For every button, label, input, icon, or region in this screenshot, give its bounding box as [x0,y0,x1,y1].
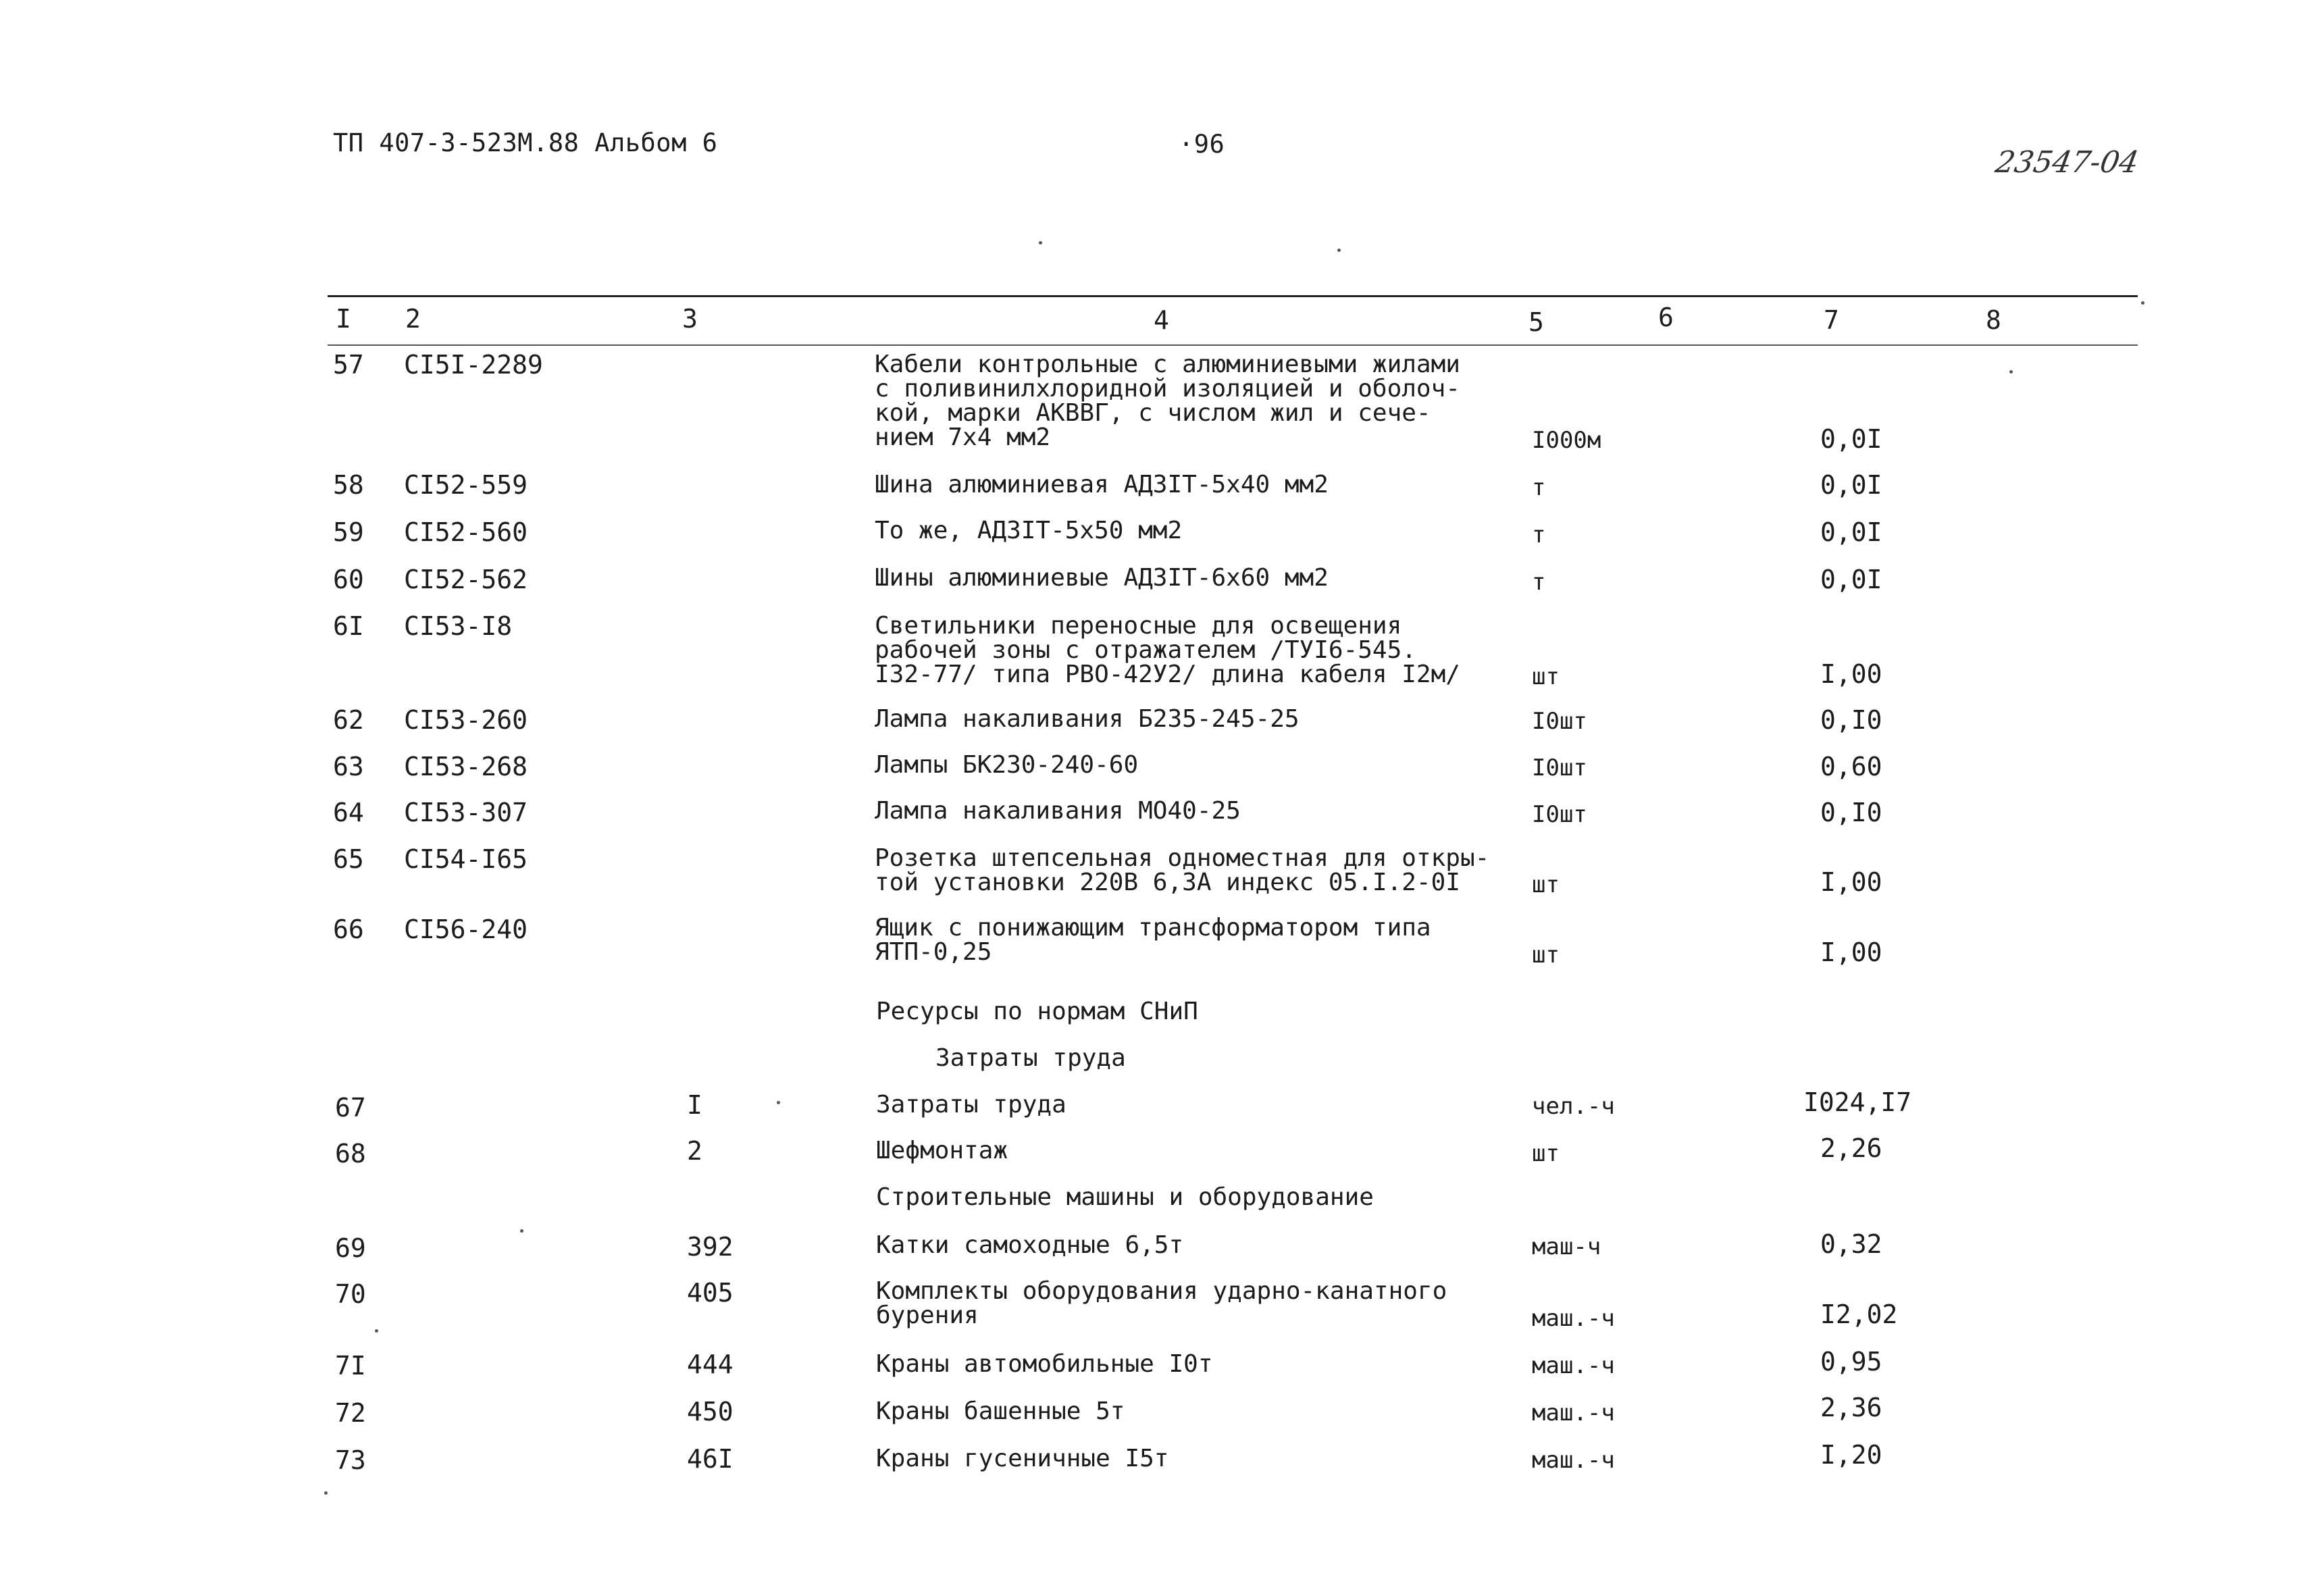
resource-description: Светильники переносные для освещения рабочей зоны с отражателем /ТУI6-545. I32-77/ типа РВО-42У2/ длина кабеля I2м/ [875,612,1460,688]
resource-code: CI53-I8 [404,611,513,641]
resource-description: Розетка штепсельная одноместная для откры- той установки 220В 6,3А индекс 05.I.2-0I [875,844,1490,896]
quantity: I,00 [1820,937,1882,967]
norm-reference: 46I [687,1444,734,1474]
row-number: 67 [335,1093,366,1123]
resource-code: CI52-559 [404,470,528,500]
resource-code: CI52-562 [404,565,528,594]
unit: чел.-ч [1532,1093,1615,1120]
row-number: 69 [335,1233,366,1263]
unit: шт [1532,942,1560,969]
resource-description: Шефмонтаж [876,1137,1008,1164]
unit: шт [1532,1140,1560,1167]
resource-description: Краны гусеничные I5т [876,1445,1169,1472]
unit: шт [1532,871,1560,898]
unit: маш.-ч [1532,1305,1615,1332]
resource-code: CI56-240 [404,915,528,944]
quantity: 0,0I [1820,565,1882,594]
unit: т [1532,569,1546,596]
quantity: 0,95 [1820,1347,1882,1376]
resource-description: Кабели контрольные с алюминиевыми жилами с поливинилхлоридной изоляцией и оболоч- кой, марки АКВВГ, с числом жил и сече- нием 7х4 мм2 [875,351,1460,451]
resource-code: CI52-560 [404,517,528,547]
table-header-rule [328,344,2138,346]
resource-code: CI53-307 [404,798,528,827]
resource-description: Шины алюминиевые АДЗIТ-6х60 мм2 [875,564,1329,592]
norm-reference: 405 [687,1278,734,1308]
resource-description: Ящик с понижающим трансформатором типа ЯТП-0,25 [875,914,1431,966]
quantity: I,00 [1820,867,1882,897]
scan-speck [777,1101,780,1104]
unit: I0шт [1532,708,1587,735]
scan-speck [375,1329,378,1333]
quantity: I,20 [1820,1440,1882,1470]
unit: шт [1532,663,1560,690]
resource-description: Краны автомобильные I0т [876,1350,1213,1378]
quantity: I,00 [1820,659,1882,689]
scan-speck [2009,370,2013,374]
row-number: 70 [335,1279,366,1309]
row-number: 6I [333,611,364,641]
row-number: 73 [335,1445,366,1475]
document-reference: ТП 407-3-523М.88 Альбом 6 [333,128,718,157]
quantity: 0,0I [1820,470,1882,500]
scan-speck [520,1229,523,1233]
column-number-3: 3 [682,304,698,334]
row-number: 58 [333,470,364,500]
unit: I000м [1532,427,1601,454]
quantity: 0,0I [1820,517,1882,547]
unit: т [1532,474,1546,501]
resource-description: Краны башенные 5т [876,1397,1125,1425]
row-number: 7I [335,1351,366,1381]
resource-description: Затраты труда [876,1091,1066,1118]
scan-speck [1039,241,1042,244]
norm-reference: 450 [687,1397,734,1426]
row-number: 66 [333,915,364,944]
quantity: 0,60 [1820,752,1882,781]
row-number: 62 [333,705,364,735]
quantity: 0,32 [1820,1229,1882,1259]
quantity: I024,I7 [1803,1087,1912,1117]
unit: I0шт [1532,754,1587,781]
unit: маш.-ч [1532,1447,1615,1474]
norm-reference: 392 [687,1232,734,1262]
table-top-rule [328,295,2138,297]
row-number: 72 [335,1398,366,1428]
resource-description: Шина алюминиевая АДЗIТ-5х40 мм2 [875,471,1329,498]
resource-code: CI5I-2289 [404,350,543,380]
column-number-2: 2 [405,304,421,334]
section-heading-machines: Строительные машины и оборудование [876,1183,1374,1211]
inventory-stamp: 23547-04 [1992,145,2142,180]
unit: маш-ч [1532,1233,1601,1260]
norm-reference: I [687,1090,702,1120]
scan-speck [1337,249,1341,252]
quantity: 0,I0 [1820,798,1882,827]
resource-description: Катки самоходные 6,5т [876,1231,1184,1259]
resource-code: CI53-268 [404,752,528,781]
norm-reference: 444 [687,1349,734,1379]
quantity: 2,26 [1820,1133,1882,1163]
section-heading-resources: Ресурсы по нормам СНиП [876,998,1198,1025]
norm-reference: 2 [687,1136,702,1166]
quantity: 0,0I [1820,424,1882,454]
scan-speck [324,1491,328,1495]
column-number-1: I [336,304,351,334]
page-number: ·96 [1179,130,1225,159]
resource-description: Комплекты оборудования ударно-канатного бурения [876,1277,1447,1329]
resource-description: Лампа накаливания Б235-245-25 [875,705,1300,733]
row-number: 59 [333,517,364,547]
unit: I0шт [1532,801,1587,828]
quantity: I2,02 [1820,1299,1898,1329]
section-heading-labor: Затраты труда [935,1044,1126,1072]
column-number-8: 8 [1986,305,2001,335]
resource-description: То же, АДЗIТ-5х50 мм2 [875,517,1183,544]
unit: маш.-ч [1532,1399,1615,1426]
row-number: 65 [333,844,364,874]
column-number-7: 7 [1824,305,1839,335]
unit: т [1532,521,1546,548]
column-number-5: 5 [1528,307,1544,337]
row-number: 64 [333,798,364,827]
row-number: 57 [333,350,364,380]
resource-code: CI53-260 [404,705,528,735]
row-number: 60 [333,565,364,594]
resource-description: Лампы БК230-240-60 [875,751,1139,779]
quantity: 2,36 [1820,1393,1882,1422]
column-number-4: 4 [1154,305,1169,335]
resource-code: CI54-I65 [404,844,528,874]
row-number: 63 [333,752,364,781]
row-number: 68 [335,1139,366,1168]
quantity: 0,I0 [1820,705,1882,735]
unit: маш.-ч [1532,1352,1615,1379]
column-number-6: 6 [1658,303,1674,332]
scan-speck [2141,301,2144,305]
resource-description: Лампа накаливания МО40-25 [875,797,1241,825]
